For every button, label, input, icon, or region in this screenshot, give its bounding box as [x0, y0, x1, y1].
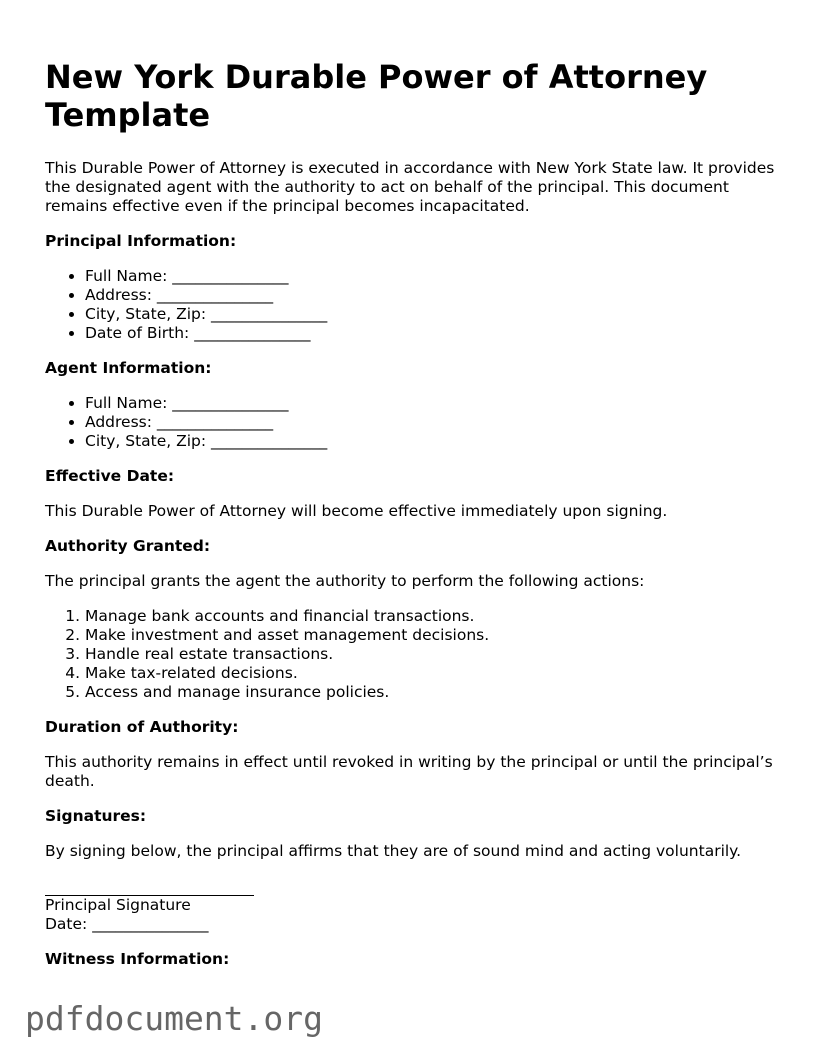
watermark-text: pdfdocument.org	[25, 999, 324, 1038]
authority-text: The principal grants the agent the authority to perform the following actions:	[45, 572, 645, 590]
document-page	[45, 58, 785, 985]
principal-signature-label: Principal Signature	[45, 896, 191, 914]
authority-list	[45, 607, 785, 702]
intro-paragraph: This Durable Power of Attorney is executed in accordance with New York State law. It provides the designated agent with the authority to act on behalf of the principal. This document remains effective even if the principal becomes incapacitated.	[45, 159, 775, 215]
duration-text: This authority remains in effect until revoked in writing by the principal or until the principal’s death.	[45, 753, 773, 790]
duration-heading: Duration of Authority:	[45, 718, 239, 736]
signatures-heading: Signatures:	[45, 807, 147, 825]
principal-fields-list	[45, 267, 785, 343]
agent-city-state-zip-field: • City, State, Zip: _______________	[85, 432, 785, 451]
signatures-text: By signing below, the principal affirms that they are of sound mind and acting voluntarily.	[45, 842, 742, 860]
authority-item: 5. Access and manage insurance policies.	[85, 683, 785, 702]
witness-heading: Witness Information:	[45, 950, 230, 968]
authority-item: 2. Make investment and asset management decisions.	[85, 626, 785, 645]
principal-full-name-field: • Full Name: _______________	[85, 267, 785, 286]
authority-item: 4. Make tax-related decisions.	[85, 664, 785, 683]
principal-city-state-zip-field: • City, State, Zip: _______________	[85, 305, 785, 324]
signature-block	[45, 877, 785, 934]
principal-date-of-birth-field: • Date of Birth: _______________	[85, 324, 785, 343]
signature-line	[45, 877, 254, 896]
authority-heading: Authority Granted:	[45, 537, 211, 555]
agent-heading: Agent Information:	[45, 359, 212, 377]
agent-address-field: • Address: _______________	[85, 413, 785, 432]
document-title: New York Durable Power of Attorney Template	[45, 58, 708, 134]
agent-fields-list	[45, 394, 785, 451]
effective-date-heading: Effective Date:	[45, 467, 175, 485]
principal-address-field: • Address: _______________	[85, 286, 785, 305]
authority-item: 1. Manage bank accounts and financial transactions.	[85, 607, 785, 626]
effective-date-text: This Durable Power of Attorney will become effective immediately upon signing.	[45, 502, 668, 520]
signature-date-field: Date: _______________	[45, 915, 209, 933]
principal-heading: Principal Information:	[45, 232, 237, 250]
agent-full-name-field: • Full Name: _______________	[85, 394, 785, 413]
authority-item: 3. Handle real estate transactions.	[85, 645, 785, 664]
